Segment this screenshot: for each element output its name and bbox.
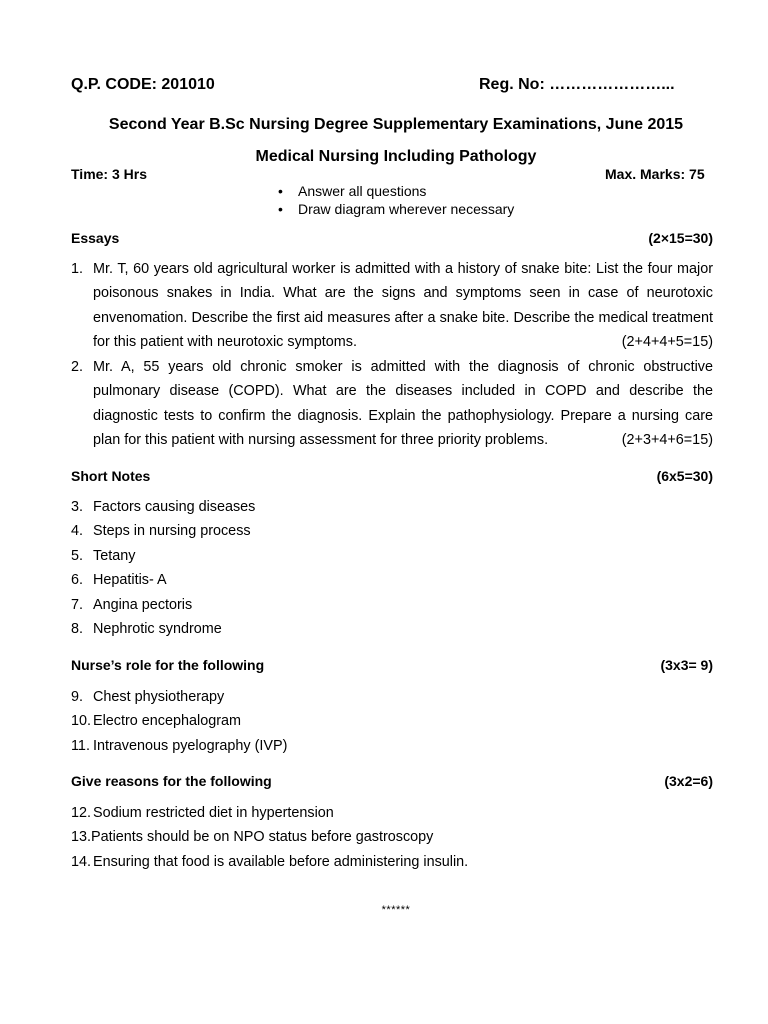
end-of-paper-mark: ****** [381, 904, 411, 916]
list-item: 8. Nephrotic syndrome [71, 621, 222, 638]
essay-question [71, 355, 713, 453]
bullet-icon: • [278, 201, 283, 217]
section-title: Nurse’s role for the following [71, 657, 265, 673]
section-header-short-notes [71, 468, 713, 484]
list-item: 6. Hepatitis- A [71, 572, 167, 589]
section-title: Short Notes [71, 468, 151, 484]
list-item: 11. Intravenous pyelography (IVP) [71, 737, 288, 754]
exam-title: Second Year B.Sc Nursing Degree Supplementary Examinations, June 2015 [108, 116, 684, 133]
instruction-item: • Answer all questions [278, 183, 427, 199]
reasons-list [71, 801, 468, 874]
section-marks: (2×15=30) [648, 230, 713, 246]
list-item: 10. Electro encephalogram [71, 713, 241, 730]
list-item: 7. Angina pectoris [71, 596, 193, 613]
qp-code: Q.P. CODE: 201010 [71, 76, 215, 93]
section-header-essays [71, 230, 713, 246]
question-text: Mr. A, 55 years old chronic smoker is admitted with the diagnosis of chronic obstructive pulmonary disease (COPD). What are the diseases included in COPD and describe the diagnostic tests to confirm the diagnosis. Explain the pathophysiology. Prepare a nursing care plan for this patient with nursing assessment for three priority problems. [93, 359, 713, 449]
section-marks: (6x5=30) [656, 468, 713, 484]
question-marks: (2+3+4+6=15) [621, 432, 713, 449]
section-header-nurses-role [71, 657, 713, 673]
question-text: Mr. T, 60 years old agricultural worker is admitted with a history of snake bite: List the four major poisonous snakes in India. What are the signs and symptoms seen in case of neurotoxic envenomation. Describe the first aid measures after a snake bite. Describe the medical treatment for this patient with neurotoxic symptoms. [93, 261, 713, 351]
bullet-icon: • [278, 183, 283, 199]
list-item: 9. Chest physiotherapy [71, 689, 225, 705]
question-marks: (2+4+4+5=15) [621, 334, 713, 351]
section-marks: (3x2=6) [664, 773, 713, 789]
list-item: 5. Tetany [71, 547, 136, 564]
essay-question [71, 257, 713, 355]
instructions-list [278, 182, 514, 218]
question-number: 2. [71, 359, 84, 375]
question-number: 1. [71, 261, 84, 277]
subject-title: Medical Nursing Including Pathology [255, 148, 537, 165]
list-item: 13. Patients should be on NPO status before gastroscopy [71, 829, 434, 846]
short-notes-list [71, 495, 255, 641]
time-allowed: Time: 3 Hrs [71, 166, 147, 182]
nurses-role-list [71, 685, 287, 758]
list-item: 3. Factors causing diseases [71, 499, 256, 515]
list-item: 14. Ensuring that food is available before administering insulin. [71, 853, 469, 870]
list-item: 12. Sodium restricted diet in hypertension [71, 805, 334, 821]
reg-no: Reg. No: …………………... [479, 76, 675, 93]
max-marks: Max. Marks: 75 [605, 166, 705, 182]
list-item: 4. Steps in nursing process [71, 523, 251, 540]
section-title: Give reasons for the following [71, 773, 272, 789]
section-marks: (3x3= 9) [660, 657, 713, 673]
instruction-item: • Draw diagram wherever necessary [278, 201, 515, 217]
section-title: Essays [71, 230, 120, 246]
section-header-reasons [71, 773, 713, 789]
